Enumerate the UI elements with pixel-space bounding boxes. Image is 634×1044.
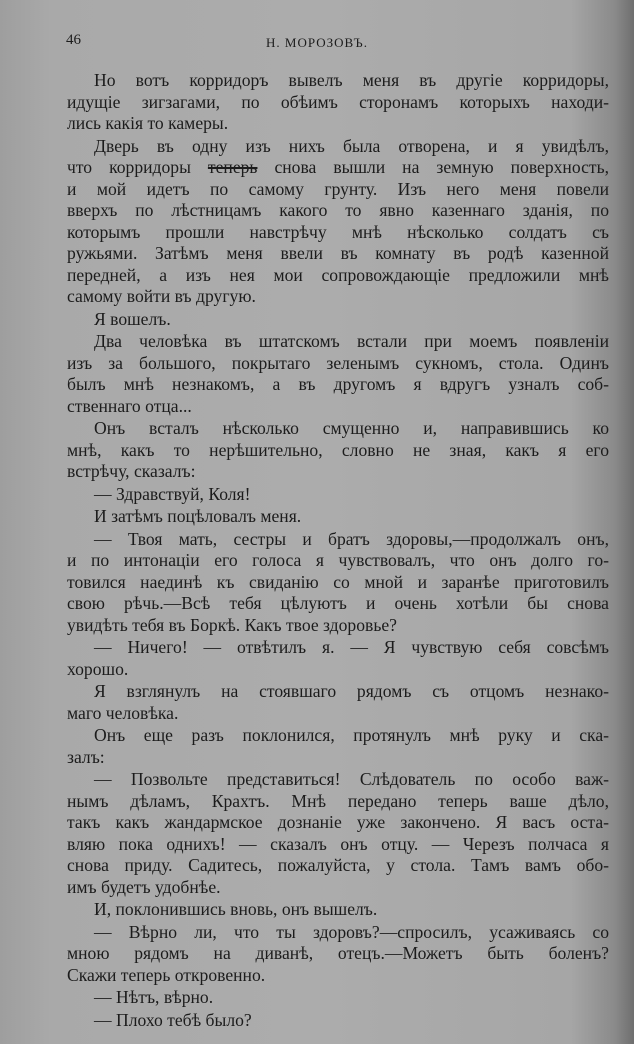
- running-title: Н. МОРОЗОВЪ.: [266, 35, 368, 50]
- text-line: — Твоя мать, сестры и братъ здоровы,—продолжалъ онъ,: [94, 528, 609, 549]
- text-line: вверхъ по лѣстницамъ какого то явно казеннаго зданія, по: [67, 200, 609, 220]
- text-line: передней, а изъ нея мои сопровождающіе предложили мнѣ: [67, 264, 609, 285]
- text-line: такъ какъ жандармское дознаніе уже закончено. Я васъ оста-: [67, 812, 609, 832]
- text-line: имъ будетъ удобнѣе.: [67, 876, 221, 897]
- text-line: самому войти въ другую.: [67, 286, 256, 306]
- text-segment: снова вышли на земную поверхность,: [274, 157, 609, 177]
- text-line: вляю пока однихъ! — сказалъ онъ отцу. — Черезъ полчаса я: [67, 833, 609, 854]
- page-body: [67, 70, 609, 1031]
- text-line: Но вотъ корридоръ вывелъ меня въ другіе корридоры,: [94, 70, 609, 90]
- text-line: И затѣмъ поцѣловалъ меня.: [94, 506, 302, 526]
- text-line: ственнаго отца...: [67, 395, 192, 416]
- text-line: увидѣть тебя въ Боркѣ. Какъ твое здоровье?: [67, 614, 397, 635]
- text-line: Онъ всталъ нѣсколько смущенно и, направившись ко: [94, 418, 609, 438]
- text-line: Скажи теперь откровенно.: [67, 964, 266, 985]
- text-line: залъ:: [67, 746, 105, 767]
- text-line: Я вошелъ.: [94, 308, 171, 329]
- text-line: товился наединѣ къ свиданію со мной и заранѣе приготовилъ: [67, 571, 609, 592]
- text-line: идущіе зигзагами, по обѣимъ сторонамъ которыхъ находи-: [67, 91, 609, 112]
- text-line: мною рядомъ на диванѣ, отецъ.—Можетъ быть боленъ?: [67, 943, 609, 963]
- text-line: встрѣчу, сказалъ:: [67, 461, 196, 481]
- text-line: — Позвольте представиться! Слѣдователь по особо важ-: [94, 769, 609, 789]
- text-line: былъ мнѣ незнакомъ, а въ другомъ я вдругъ узналъ соб-: [67, 374, 609, 394]
- text-line-with-strikethrough: [67, 157, 609, 179]
- text-line: — Здравствуй, Коля!: [94, 483, 251, 504]
- text-line: Два человѣка въ штатскомъ встали при моемъ появленіи: [94, 331, 609, 351]
- page-number: 46: [66, 32, 81, 48]
- text-line: — Плохо тебѣ было?: [94, 1009, 252, 1030]
- text-line: Онъ еще разъ поклонился, протянулъ мнѣ руку и ска-: [94, 725, 609, 745]
- text-line: снова приду. Садитесь, пожалуйста, у стола. Тамъ вамъ обо-: [67, 855, 609, 875]
- text-line: изъ за большого, покрытаго зеленымъ сукномъ, стола. Одинъ: [67, 352, 609, 373]
- text-segment: что корридоры: [67, 157, 191, 177]
- text-line: ружьями. Затѣмъ меня ввели въ комнату въ родѣ казенной: [67, 243, 609, 263]
- text-line: хорошо.: [67, 658, 129, 679]
- text-line: мнѣ, какъ то нерѣшительно, словно не зная, какъ я его: [67, 439, 609, 460]
- struck-word: теперь: [207, 157, 258, 177]
- text-line: и по интонаціи его голоса я чувствовалъ, что онъ долго го-: [67, 550, 609, 570]
- text-line: И, поклонившись вновь, онъ вышелъ.: [94, 899, 378, 919]
- text-line: свою рѣчь.—Всѣ тебя цѣлуютъ и очень хотѣли бы снова: [67, 593, 609, 613]
- text-line: которымъ прошли навстрѣчу мнѣ нѣсколько солдатъ съ: [67, 221, 609, 242]
- text-line: лись какія то камеры.: [67, 113, 229, 133]
- text-line: Дверь въ одну изъ нихъ была отворена, и я увидѣлъ,: [94, 135, 609, 156]
- text-line: Я взглянулъ на стоявшаго рядомъ съ отцомъ незнако-: [94, 681, 609, 701]
- text-line: нымъ дѣламъ, Крахтъ. Мнѣ передано теперь ваше дѣло,: [67, 790, 609, 811]
- text-line: — Нѣтъ, вѣрно.: [94, 987, 214, 1007]
- text-line: — Вѣрно ли, что ты здоровъ?—спросилъ, усаживаясь со: [94, 921, 609, 942]
- text-line: маго человѣка.: [67, 702, 179, 723]
- text-line: и мой идетъ по самому грунту. Изъ него меня повели: [67, 178, 609, 199]
- text-line: — Ничего! — отвѣтилъ я. — Я чувствую себя совсѣмъ: [94, 637, 609, 657]
